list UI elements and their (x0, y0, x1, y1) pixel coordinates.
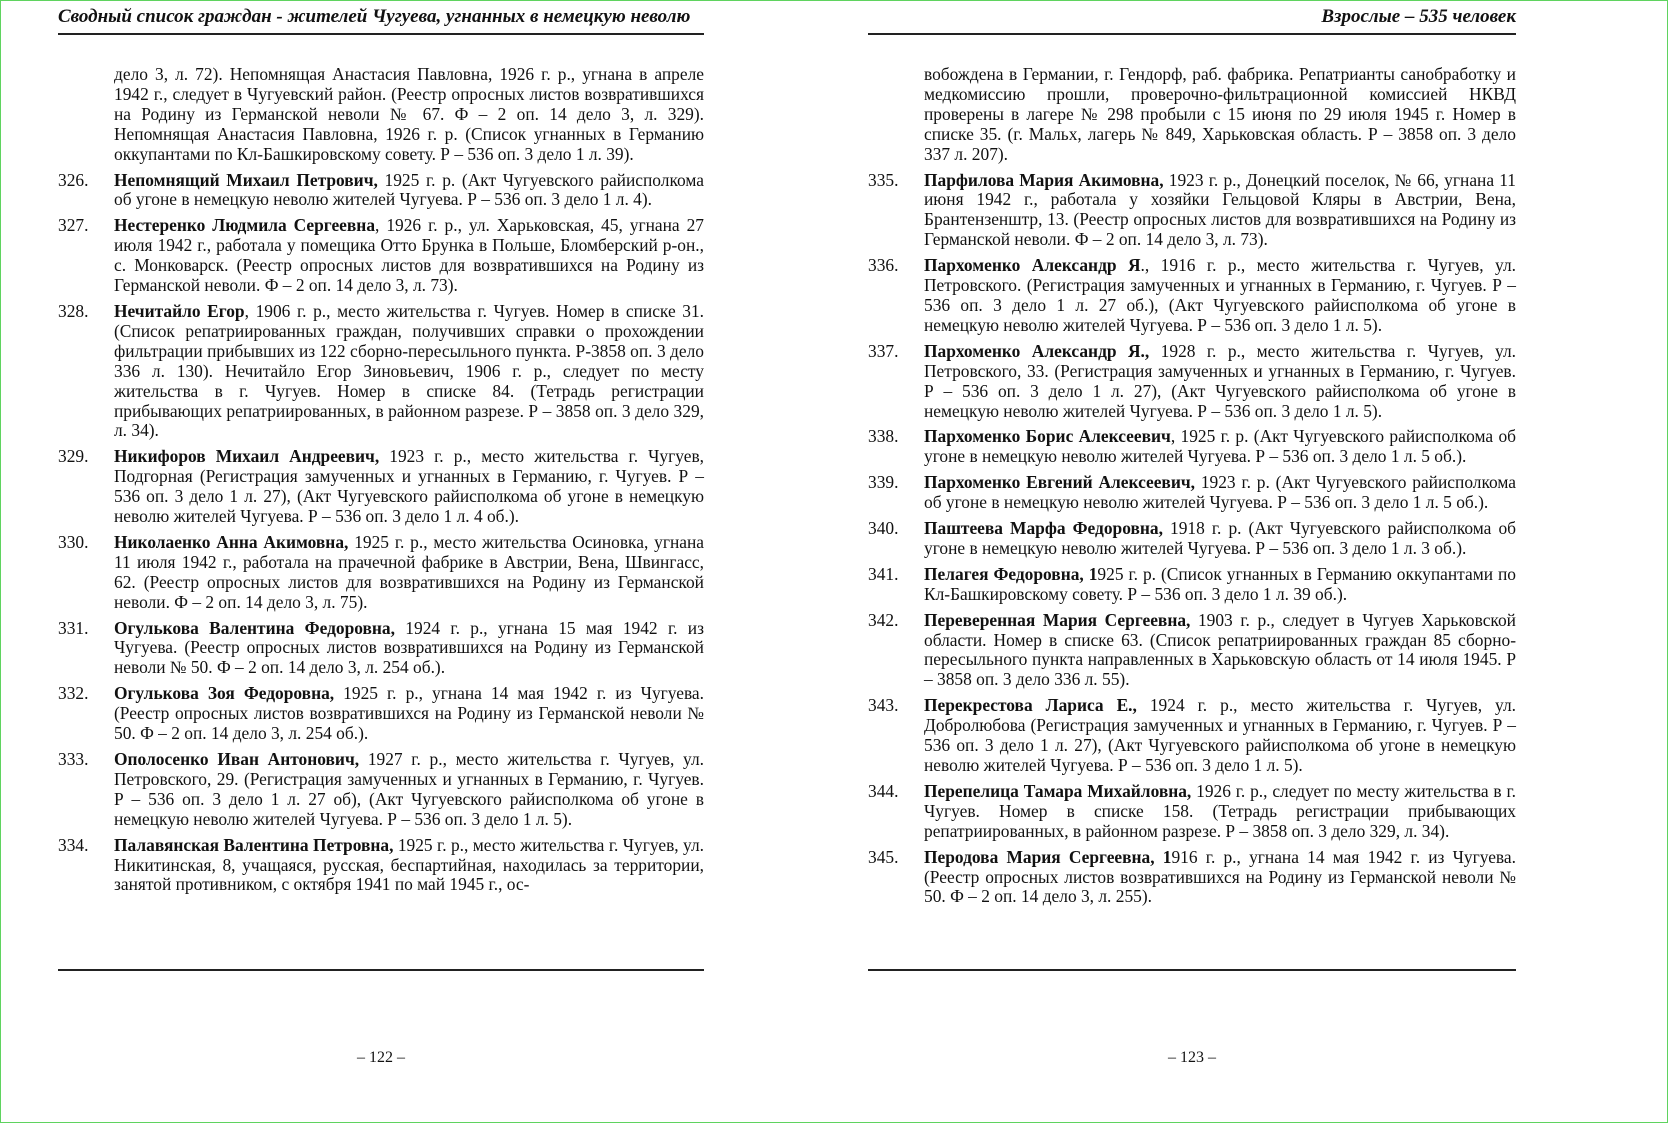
page-number: – 122 – (357, 1049, 405, 1066)
list-entry (58, 302, 704, 441)
entry-number: 329. (58, 446, 89, 467)
list-entry (58, 533, 704, 613)
entry-text (924, 473, 1516, 513)
entry-details: 925 г. р. (Список угнанных в Германию оккупантами по Кл-Башкировскому совету. Р – 536 оп. 3 дело 1 л. 39 об.). (924, 563, 1516, 604)
entry-text (924, 519, 1516, 559)
entry-number: 327. (58, 215, 89, 236)
entry-details: 1925 г. р., место жительства г. Чугуев, ул. Никитинская, 8, учащаяся, русская, беспартийная, находилась за территории, занятой противником, с октября 1941 по май 1945 г., ос- (114, 834, 704, 895)
entry-text (924, 848, 1516, 908)
entry-text (924, 611, 1516, 691)
person-name: Пархоменко Борис Алексеевич (924, 426, 1171, 447)
entry-text (924, 256, 1516, 336)
entry-details: , 1926 г. р., ул. Харьковская, 45, угнана 27 июля 1942 г., работала у помещика Отто Брунка в Польше, Бломберский р-он., с. Монковарск. (Реестр опросных листов для возвратившихся на Родину из Германской неволи. Ф – 2 оп. 14 дело 3, л. 73). (114, 215, 704, 296)
entry-number: 338. (868, 426, 899, 447)
entry-details: 916 г. р., угнана 14 мая 1942 г. из Чугуева. (Реестр опросных листов возвратившихся на Родину из Германской неволи № 50. Ф – 2 оп. 14 дело 3, л. 255). (924, 846, 1516, 907)
list-entry (868, 256, 1516, 336)
header-rule (58, 33, 704, 35)
list-entry (58, 447, 704, 527)
entry-text (114, 216, 704, 296)
continuation-text: вобождена в Германии, г. Гендорф, раб. фабрика. Репатрианты санобработку и медкомиссию прошли, проверочно-фильтрационной комиссией НКВД проверены в лагере № 298 пробыли с 15 июня по 29 июля 1945 г. Номер в списке 35. (г. Мальх, лагерь № 849, Харьковская область. Р – 3858 оп. 3 дело 337 л. 207). (924, 64, 1516, 164)
entry-details: 1925 г. р., угнана 14 мая 1942 г. из Чугуева. (Реестр опросных листов возвратившихся на Родину из Германской неволи № 50. Ф – 2 оп. 14 дело 3, л. 254 об.). (114, 683, 704, 744)
running-header: Взрослые – 535 человек (1321, 6, 1516, 27)
list-entry (868, 696, 1516, 776)
entry-details: 1925 г. р. (Акт Чугуевского райисполкома об угоне в немецкую неволю жителей Чугуева. Р – 536 оп. 3 дело 1 л. 4). (114, 169, 704, 210)
person-name: Нестеренко Людмила Сергеевна (114, 215, 376, 236)
entry-text (114, 533, 704, 613)
entry-number: 330. (58, 531, 89, 552)
entry-details: , 1906 г. р., место жительства г. Чугуев. Номер в списке 31. (Список репатриированных граждан, получивших справки о прохождении фильтрации прибывших из 122 сборно-пересыльного пункта. Р-3858 оп. 3 дело 336 л. 130). Нечитайло Егор Зиновьевич, 1906 г. р., следует по месту жительства в г. Чугуев. Номер в списке 84. (Тетрадь регистрации прибывающих репатриированных, в районном разрезе. Р – 3858 оп. 3 дело 329, л. 34). (114, 300, 705, 441)
person-name: Паштеева Марфа Федоровна, (924, 518, 1163, 539)
entry-text (114, 171, 704, 211)
entry-details: 1928 г. р., место жительства г. Чугуев, ул. Петровского, 33. (Регистрация замученных и угнанных в Германию, г. Чугуев. Р – 536 оп. 3 дело 1 л. 27), (Акт Чугуевского райисполкома об угоне в немецкую неволю жителей Чугуева. Р – 536 оп. 3 дело 1 л. 5). (924, 340, 1516, 421)
list-entry (868, 473, 1516, 513)
entry-details: 1918 г. р. (Акт Чугуевского райисполкома об угоне в немецкую неволю жителей Чугуева. Р – 536 оп. 3 дело 1 л. 3 об.). (924, 518, 1517, 558)
entry-number: 334. (58, 834, 89, 855)
list-entry (868, 519, 1516, 559)
entry-text (114, 836, 704, 896)
entry-text (114, 750, 704, 830)
entry-number: 337. (868, 340, 899, 361)
page-body (58, 65, 704, 901)
person-name: Пелагея Федоровна, 1 (924, 563, 1098, 584)
list-entry (868, 342, 1516, 422)
header-rule (868, 33, 1516, 35)
list-entry (868, 171, 1516, 251)
list-entry (868, 848, 1516, 908)
entry-number: 340. (868, 518, 899, 539)
list-entry (868, 565, 1516, 605)
person-name: Переверенная Мария Сергеевна, (924, 609, 1191, 630)
entry-number: 332. (58, 683, 89, 704)
list-entry (868, 427, 1516, 467)
footer-rule (58, 969, 704, 971)
list-entry (58, 619, 704, 679)
entry-details: 1924 г. р., угнана 15 мая 1942 г. из Чугуева. (Реестр опросных листов возвратившихся на Родину из Германской неволи № 50. Ф – 2 оп. 14 дело 3, л. 254 об.). (114, 617, 704, 678)
list-entry (868, 611, 1516, 691)
person-name: Парфилова Мария Акимовна, (924, 169, 1164, 190)
entry-number: 344. (868, 780, 899, 801)
person-name: Никифоров Михаил Андреевич, (114, 446, 380, 467)
entry-text (924, 171, 1516, 251)
entry-number: 328. (58, 300, 89, 321)
entry-details: 1927 г. р., место жительства г. Чугуев, ул. Петровского, 29. (Регистрация замученных и угнанных в Германию, г. Чугуев. Р – 536 оп. 3 дело 1 л. 27 об), (Акт Чугуевского райисполкома об угоне в немецкую неволю жителей Чугуева. Р – 536 оп. 3 дело 1 л. 5). (114, 749, 705, 829)
entry-details: 1923 г. р., место жительства г. Чугуев, Подгорная (Регистрация замученных и угнанных в Германию, г. Чугуев. Р – 536 оп. 3 дело 1 л. 27), (Акт Чугуевского райисполкома об угоне в немецкую неволю жителей Чугуева. Р – 536 оп. 3 дело 1 л. 4 об.). (114, 446, 705, 527)
entry-text (924, 342, 1516, 422)
entry-number: 342. (868, 609, 899, 630)
entry-text (114, 619, 704, 679)
person-name: Нечитайло Егор (114, 300, 245, 321)
entry-details: 1923 г. р. (Акт Чугуевского райисполкома об угоне в немецкую неволю жителей Чугуева. Р – 536 оп. 3 дело 1 л. 5 об.). (924, 472, 1516, 513)
entry-number: 331. (58, 617, 89, 638)
entry-number: 345. (868, 846, 899, 867)
entry-details: , 1925 г. р. (Акт Чугуевского райисполкома об угоне в немецкую неволю жителей Чугуева. Р – 536 оп. 3 дело 1 л. 5 об.). (924, 426, 1517, 467)
entry-details: ., 1916 г. р., место жительства г. Чугуев, ул. Петровского. (Регистрация замученных и угнанных в Германию, г. Чугуев. Р – 536 оп. 3 дело 1 л. 27 об.), (Акт Чугуевского райисполкома об угоне в немецкую неволю жителей Чугуева. Р – 536 оп. 3 дело 1 л. 5). (924, 255, 1516, 335)
entry-text (114, 684, 704, 744)
person-name: Николаенко Анна Акимовна, (114, 531, 349, 552)
list-entry (58, 684, 704, 744)
person-name: Перепелица Тамара Михайловна, (924, 780, 1192, 801)
entry-number: 343. (868, 695, 899, 716)
list-entry (58, 836, 704, 896)
person-name: Пархоменко Александр Я., (924, 340, 1150, 361)
entry-number: 339. (868, 472, 899, 493)
person-name: Перодова Мария Сергеевна, 1 (924, 846, 1172, 867)
person-name: Перекрестова Лариса Е., (924, 695, 1137, 716)
person-name: Непомнящий Михаил Петрович, (114, 169, 378, 190)
list-entry (58, 750, 704, 830)
entry-text (114, 302, 704, 441)
entry-details: 1925 г. р., место жительства Осиновка, угнана 11 июля 1942 г., работала на прачечной фабрике в Австрии, Вена, Швингасс, 62. (Реестр опросных листов для возвратившихся на Родину из Германской неволи. Ф – 2 оп. 14 дело 3, л. 75). (114, 531, 705, 612)
continuation-text: дело 3, л. 72). Непомнящая Анастасия Павловна, 1926 г. р., угнана в апреле 1942 г., следует в Чугуевский район. (Реестр опросных листов возвратившихся на Родину из Германской неволи № 67. Ф – 2 оп. 14 дело 3, л. 329). Непомнящая Анастасия Павловна, 1926 г. р. (Список угнанных в Германию оккупантами по Кл-Башкировскому совету. Р – 536 оп. 3 дело 1 л. 39). (114, 64, 704, 164)
entry-number: 326. (58, 169, 89, 190)
entry-number: 341. (868, 563, 899, 584)
page-body (868, 65, 1516, 913)
page-number: – 123 – (1168, 1049, 1216, 1066)
person-name: Палавянская Валентина Петровна, (114, 834, 394, 855)
list-entry (58, 216, 704, 296)
person-name: Огулькова Валентина Федоровна, (114, 617, 395, 638)
person-name: Огулькова Зоя Федоровна, (114, 683, 335, 704)
footer-rule (868, 969, 1516, 971)
entry-text (924, 427, 1516, 467)
entry-details: 1926 г. р., следует по месту жительства в г. Чугуев. Номер в списке 158. (Тетрадь регистрации прибывающих репатриированных, в районном разрезе. Р – 3858 оп. 3 дело 329, л. 34). (924, 780, 1517, 841)
entry-text (924, 565, 1516, 605)
running-header: Сводный список граждан - жителей Чугуева, угнанных в немецкую неволю (58, 6, 691, 27)
entry-details: 1924 г. р., место жительства г. Чугуев, ул. Добролюбова (Регистрация замученных и угнанных в Германию, г. Чугуев. Р – 536 оп. 3 дело 1 л. 27), (Акт Чугуевского райисполкома об угоне в немецкую неволю жителей Чугуева. Р – 536 оп. 3 дело 1 л. 5). (924, 695, 1516, 775)
entry-details: 1923 г. р., Донецкий поселок, № 66, угнана 11 июня 1942 г., работала у хозяйки Гельцовой Кляры в Австрии, Вена, Брантензенштр, 13. (Реестр опросных листов для возвратившихся на Родину из Германской неволи. Ф – 2 оп. 14 дело 3, л. 73). (924, 169, 1516, 250)
person-name: Ополосенко Иван Антонович, (114, 749, 360, 769)
list-entry (868, 782, 1516, 842)
person-name: Пархоменко Александр Я (924, 255, 1141, 276)
entry-number: 335. (868, 169, 899, 190)
entry-text (924, 696, 1516, 776)
entry-text (114, 447, 704, 527)
entry-number: 333. (58, 749, 89, 769)
entry-text (924, 782, 1516, 842)
entry-details: 1903 г. р., следует в Чугуев Харьковской области. Номер в списке 63. (Список репатриированных граждан 85 сборно-пересыльного пункта направленных в Харьковскую область от 14 июля 1945. Р – 3858 оп. 3 дело 336 л. 55). (924, 609, 1516, 690)
entry-number: 336. (868, 255, 899, 276)
person-name: Пархоменко Евгений Алексеевич, (924, 472, 1196, 493)
list-entry (58, 171, 704, 211)
